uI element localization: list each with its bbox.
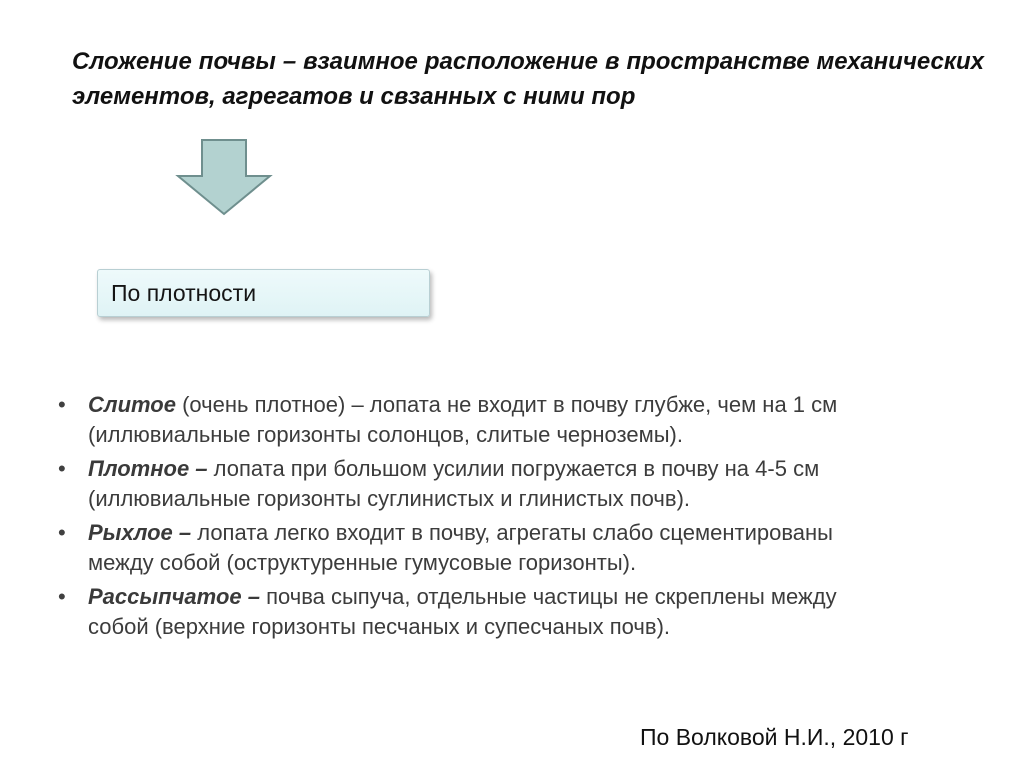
list-item [56,582,896,642]
list-item [56,390,896,450]
bullet-icon: • [58,584,66,609]
term-label: Рассыпчатое – [88,584,260,609]
term-description: лопата при большом усилии погружается в почву на 4-5 см (иллювиальные горизонты суглинистых и глинистых почв). [88,456,820,511]
term-description: почва сыпуча, отдельные частицы не скреплены между собой (верхние горизонты песчаных и супесчаных почв). [88,584,837,639]
list-item [56,518,896,578]
term-label: Слитое [88,392,176,417]
category-box [97,269,430,317]
bullet-icon: • [58,520,66,545]
category-label: По плотности [111,279,257,306]
term-label: Рыхлое – [88,520,192,545]
bullet-icon: • [58,392,66,417]
term-description: (очень плотное) – лопата не входит в почву глубже, чем на 1 см (иллювиальные горизонты солонцов, слитые черноземы). [88,392,838,447]
term-label: Плотное – [88,456,208,481]
term-description: лопата легко входит в почву, агрегаты слабо сцементированы между собой (оструктуренные гумусовые горизонты). [88,520,833,575]
density-types-list [56,390,896,646]
slide-title: Сложение почвы – взаимное расположение в пространстве механических элементов, агрегатов и свзанных с ними пор [72,48,984,110]
bullet-icon: • [58,456,66,481]
list-item [56,454,896,514]
down-arrow-icon [174,138,274,218]
source-citation: По Волковой Н.И., 2010 г [640,724,909,750]
